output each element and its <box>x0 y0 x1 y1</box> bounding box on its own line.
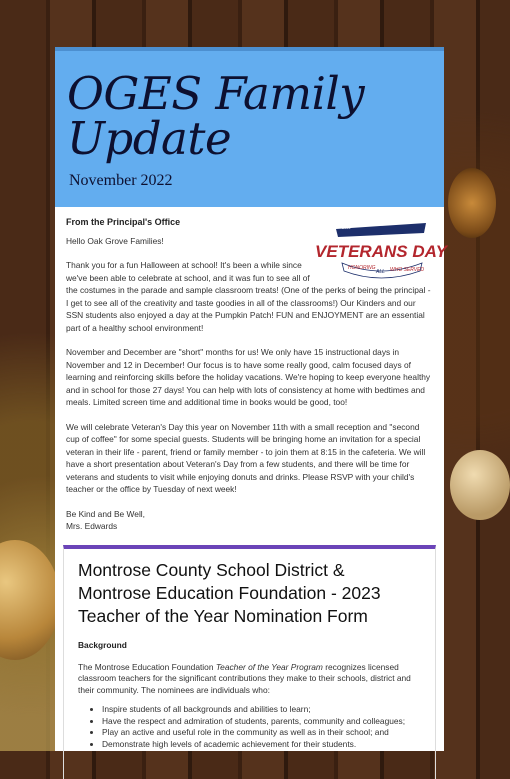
nomination-title: Montrose County School District & Montrose Education Foundation - 2023 Teacher of the Year Nomination Form <box>78 559 381 626</box>
logo-ribbon-left: HONORING <box>348 265 376 271</box>
nomination-criteria-list <box>78 704 421 750</box>
logo-year: 2022 <box>342 225 351 230</box>
list-item: • Play an active and useful role in the community as well as in their school; and <box>102 727 421 739</box>
paragraph-veterans-day: We will celebrate Veteran's Day this year on November 11th with a small reception and "second cup of coffee" for some special guests. Students will be bringing home an invitation for a special veteran in their life - parent, friend or family member - to join them at 8:15 in the cafeteria. We will have a short presentation about Veteran's Day from a few students, and there will be time for veterans and students to visit while enjoying donuts and drinks. Please RSVP with your child's teacher or the office by Tuesday of next week! <box>66 421 426 494</box>
veterans-day-logo <box>315 219 447 277</box>
paragraph-halloween-rest: the costumes in the parade and sample classroom treats! (One of the perks of being the principal - I get to see all of the creativity and taste goodies in all of the classrooms!) Our Kinders and our SSN students also enjoyed a day at the Pumpkin Patch! FUN and ENJOYMENT are an essential part of a healthy school environment! <box>66 285 431 333</box>
list-item: • Have the respect and admiration of students, parents, community and colleagues; <box>102 716 421 728</box>
newsletter-card <box>55 47 447 751</box>
paragraph-halloween-start: Thank you for a fun Halloween at school! It's been a while since we've been able to celebrate at school, and it was fun to see all of <box>66 260 310 283</box>
nomination-section <box>63 545 436 779</box>
newsletter-title: OGES Family Update <box>67 67 365 165</box>
logo-main-text: VETERANS DAY <box>315 242 447 261</box>
signature: Mrs. Edwards <box>66 521 118 531</box>
newsletter-date: November 2022 <box>69 172 173 189</box>
logo-ribbon-right: WHO SERVED <box>390 267 425 273</box>
paragraph-short-months: November and December are "short" months for us! We only have 15 instructional days in November and 12 in December! Our focus is to have some really good, calm focused days of learning and reinforcing skills before the holiday vacations. We're hoping to keep everyone healthy and in school for those 27 days! You can help with lots of consistency at home with bedtimes and meals. Limited screen time and additional time in books would be good, too! <box>66 347 431 407</box>
principal-heading: From the Principal's Office <box>66 217 181 227</box>
nomination-subheading: Background <box>78 639 127 650</box>
newsletter-header <box>55 47 444 207</box>
background-chestnut <box>448 168 496 238</box>
background-pumpkin <box>0 540 60 660</box>
greeting: Hello Oak Grove Families! <box>66 235 164 246</box>
nomination-intro: The Montrose Education Foundation Teacher of the Year Program recognizes licensed classroom teachers for the significant contributions they make to their schools, district and their community. The nominees are individuals who: <box>78 661 411 695</box>
list-item: • Inspire students of all backgrounds and abilities to learn; <box>102 704 421 716</box>
background-gourd <box>450 450 510 520</box>
principal-section <box>55 207 447 533</box>
logo-ribbon-mid: ALL <box>376 269 385 275</box>
signoff: Be Kind and Be Well, <box>66 508 145 519</box>
list-item: • Demonstrate high levels of academic achievement for their students. <box>102 739 421 751</box>
